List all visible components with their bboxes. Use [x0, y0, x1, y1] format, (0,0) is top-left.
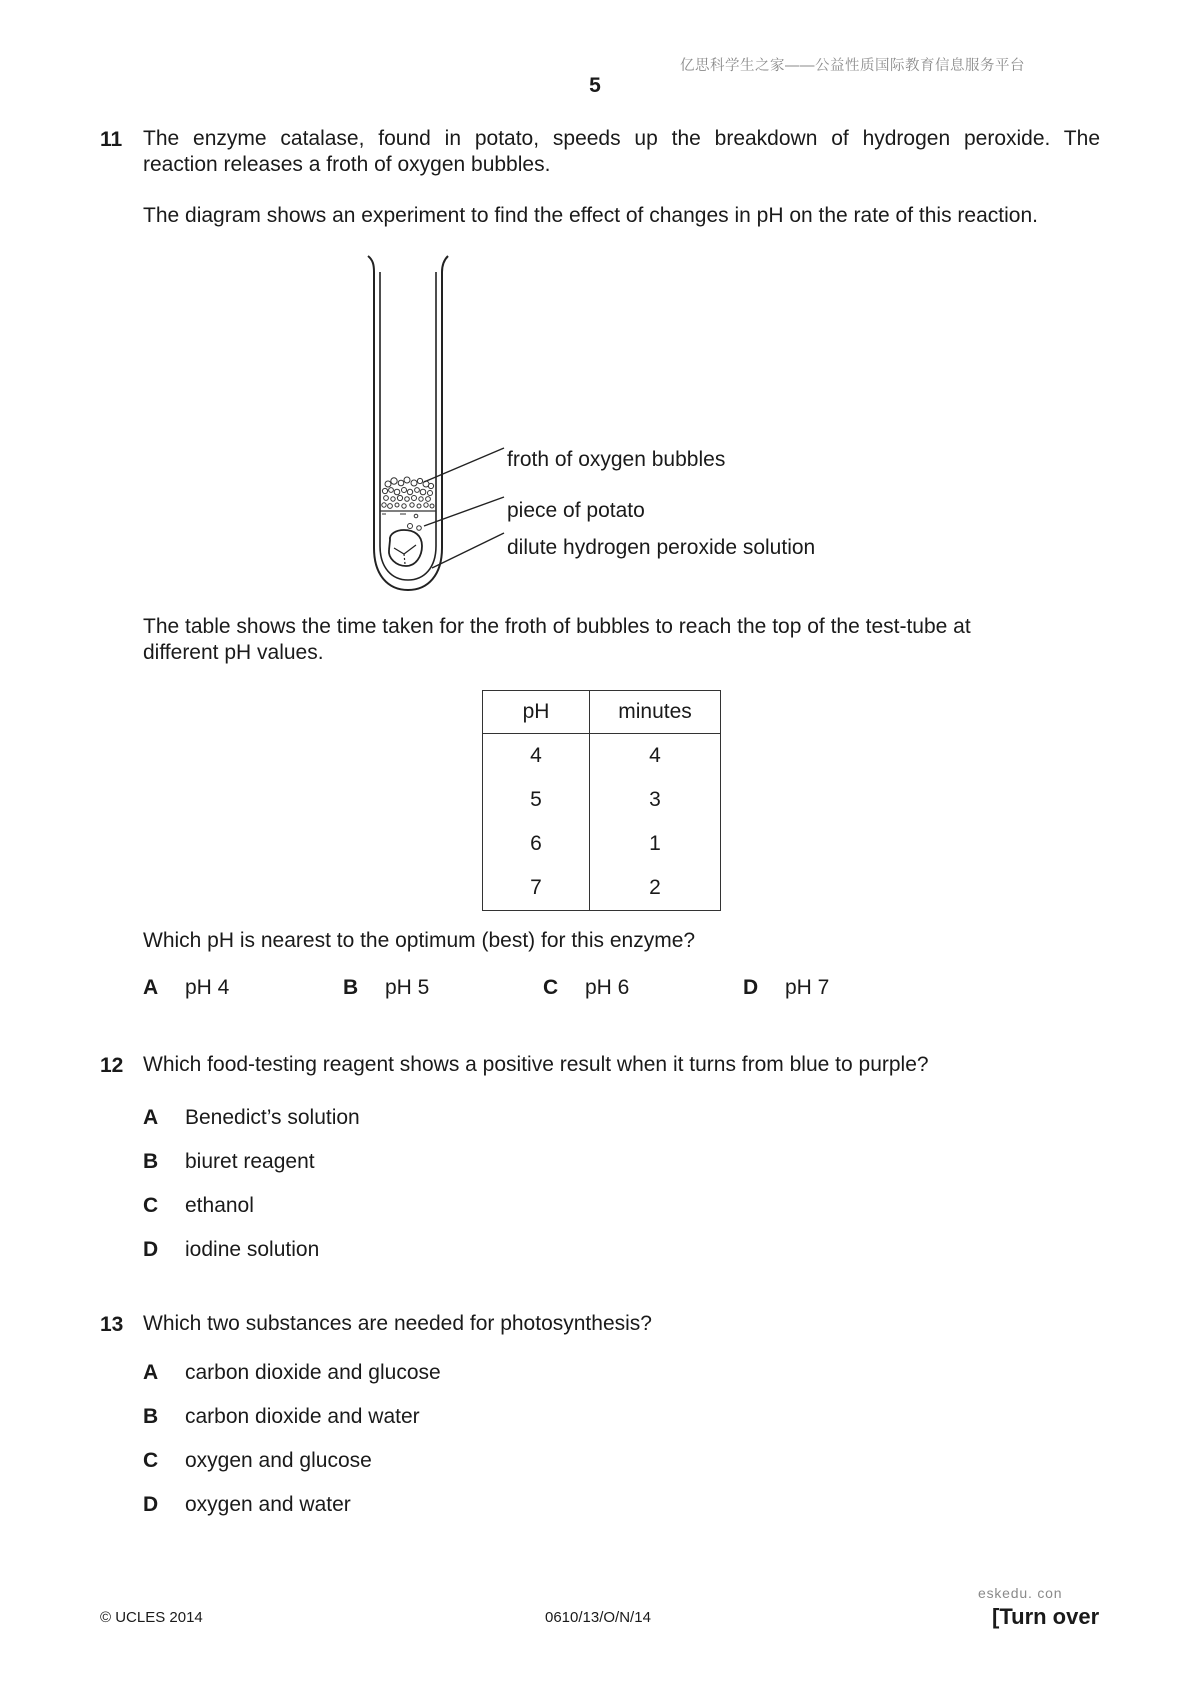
copyright-text: © UCLES 2014	[100, 1609, 203, 1626]
q11-option-a-letter: A	[143, 976, 159, 999]
table-header-ph: pH	[483, 691, 590, 734]
q13-option-c-letter: C	[143, 1449, 159, 1472]
watermark-text: 亿思科学生之家——公益性质国际教育信息服务平台	[680, 58, 1025, 74]
q13-option-d-text[interactable]: oxygen and water	[185, 1493, 351, 1516]
table-row	[483, 778, 721, 822]
table-cell-ph: 7	[483, 866, 590, 911]
q11-option-c-letter: C	[543, 976, 559, 999]
table-cell-ph: 6	[483, 822, 590, 866]
q13-option-b-letter: B	[143, 1405, 159, 1428]
table-cell-minutes: 1	[590, 822, 721, 866]
site-watermark: eskedu. con	[978, 1585, 1063, 1601]
question-13-stem: Which two substances are needed for photosynthesis?	[143, 1312, 652, 1335]
q12-option-d-letter: D	[143, 1238, 159, 1261]
q12-option-b-text[interactable]: biuret reagent	[185, 1150, 315, 1173]
table-cell-minutes: 4	[590, 734, 721, 779]
table-cell-minutes: 3	[590, 778, 721, 822]
question-13-number: 13	[100, 1313, 124, 1336]
q11-option-a-text[interactable]: pH 4	[185, 976, 230, 999]
table-row	[483, 866, 721, 911]
q13-option-b-text[interactable]: carbon dioxide and water	[185, 1405, 420, 1428]
q13-option-d-letter: D	[143, 1493, 159, 1516]
label-froth: froth of oxygen bubbles	[507, 448, 726, 471]
question-11-stem: Which pH is nearest to the optimum (best) for this enzyme?	[143, 929, 696, 952]
q13-option-c-text[interactable]: oxygen and glucose	[185, 1449, 372, 1472]
q11-option-d-text[interactable]: pH 7	[785, 976, 830, 999]
q11-option-d-letter: D	[743, 976, 759, 999]
q12-option-c-text[interactable]: ethanol	[185, 1194, 254, 1217]
question-11-number: 11	[100, 128, 123, 151]
label-potato: piece of potato	[507, 499, 645, 522]
table-header-minutes: minutes	[590, 691, 721, 734]
q12-option-b-letter: B	[143, 1150, 159, 1173]
paper-code: 0610/13/O/N/14	[545, 1609, 651, 1626]
q12-option-a-text[interactable]: Benedict’s solution	[185, 1106, 360, 1129]
question-11-diagram-intro: The diagram shows an experiment to find the effect of changes in pH on the rate of this reaction.	[143, 204, 1038, 227]
question-12-stem: Which food-testing reagent shows a positive result when it turns from blue to purple?	[143, 1053, 929, 1076]
question-11-intro-line1: The enzyme catalase, found in potato, speeds up the breakdown of hydrogen peroxide. The	[143, 127, 1100, 150]
question-11-table-intro-line1: The table shows the time taken for the froth of bubbles to reach the top of the test-tube at	[143, 615, 971, 638]
page-number: 5	[589, 74, 601, 97]
q12-option-d-text[interactable]: iodine solution	[185, 1238, 320, 1261]
potato-piece	[389, 530, 422, 566]
ph-minutes-table	[482, 690, 721, 911]
label-solution: dilute hydrogen peroxide solution	[507, 536, 816, 559]
q12-option-c-letter: C	[143, 1194, 159, 1217]
table-row	[483, 734, 721, 779]
q11-option-b-letter: B	[343, 976, 359, 999]
q13-option-a-text[interactable]: carbon dioxide and glucose	[185, 1361, 441, 1384]
table-cell-ph: 4	[483, 734, 590, 779]
question-12-number: 12	[100, 1054, 124, 1077]
question-11-table-intro-line2: different pH values.	[143, 641, 324, 664]
q11-option-c-text[interactable]: pH 6	[585, 976, 630, 999]
table-cell-minutes: 2	[590, 866, 721, 911]
turn-over-label: [Turn over	[992, 1604, 1100, 1629]
q13-option-a-letter: A	[143, 1361, 159, 1384]
table-cell-ph: 5	[483, 778, 590, 822]
froth-leader-line	[424, 448, 504, 482]
q12-option-a-letter: A	[143, 1106, 159, 1129]
solution-leader-line	[432, 533, 504, 568]
q11-option-b-text[interactable]: pH 5	[385, 976, 430, 999]
potato-leader-line	[424, 497, 504, 526]
table-row	[483, 822, 721, 866]
question-11-intro-line2: reaction releases a froth of oxygen bubbles.	[143, 153, 551, 176]
label-leader-lines	[420, 440, 510, 580]
